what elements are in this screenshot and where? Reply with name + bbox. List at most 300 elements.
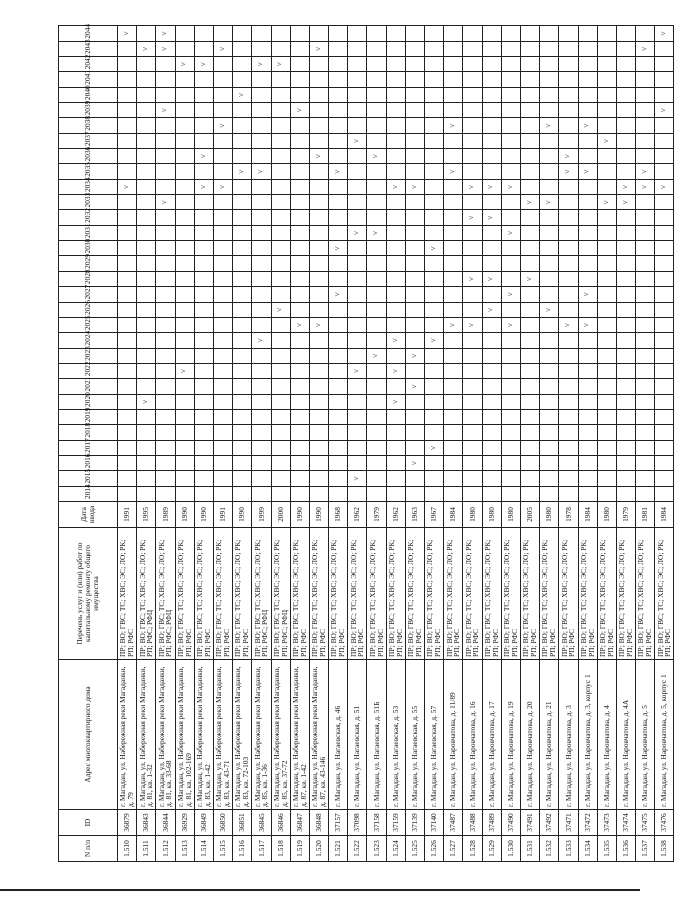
row-services: ПР; ВО; ГВС; ТС; ХВС; ЭС; ЛО; РК; РП; РФС [559,528,578,660]
empty-year-cell [252,133,271,148]
empty-year-cell [271,149,290,164]
empty-year-cell [309,394,328,409]
empty-year-cell [559,379,578,394]
row-year-built: 1990 [290,502,309,528]
row-address: г. Магадан, ул. Наровчатова, д. 3, корпус 1 [578,660,597,810]
check-mark-2027: ˅ [329,287,348,302]
empty-year-cell [175,241,194,256]
empty-year-cell [578,455,597,470]
table-row [405,26,424,862]
empty-year-cell [348,149,367,164]
empty-year-cell [444,133,463,148]
row-year-built: 1989 [156,502,175,528]
header-year-2016: 2016 [59,455,118,470]
empty-year-cell [194,302,213,317]
empty-year-cell [655,317,674,332]
empty-year-cell [520,210,539,225]
empty-year-cell [367,425,386,440]
empty-year-cell [616,256,635,271]
empty-year-cell [482,409,501,424]
empty-year-cell [367,72,386,87]
empty-year-cell [233,471,252,486]
empty-year-cell [597,425,616,440]
check-mark-2042: ˅ [194,57,213,72]
empty-year-cell [118,486,137,501]
row-services: ПР; ВО; ГВС; ТС; ХВС; ЭС; ЛО; РК; РП; РФС [655,528,674,660]
empty-year-cell [137,164,156,179]
empty-year-cell [252,225,271,240]
empty-year-cell [636,409,655,424]
empty-year-cell [137,379,156,394]
empty-year-cell [213,471,232,486]
empty-year-cell [444,302,463,317]
empty-year-cell [425,87,444,102]
check-mark-2035: ˅ [444,164,463,179]
empty-year-cell [290,333,309,348]
row-year-built: 1980 [482,502,501,528]
empty-year-cell [290,195,309,210]
empty-year-cell [597,179,616,194]
empty-year-cell [501,72,520,87]
empty-year-cell [463,302,482,317]
check-mark-2042: ˅ [252,57,271,72]
check-mark-2034: ˅ [501,179,520,194]
empty-year-cell [616,225,635,240]
empty-year-cell [386,133,405,148]
empty-year-cell [348,317,367,332]
empty-year-cell [175,133,194,148]
empty-year-cell [386,149,405,164]
empty-year-cell [425,72,444,87]
empty-year-cell [578,179,597,194]
header-year-2019: 2019 [59,409,118,424]
empty-year-cell [444,348,463,363]
empty-year-cell [540,41,559,56]
empty-year-cell [213,164,232,179]
empty-year-cell [329,455,348,470]
empty-year-cell [405,333,424,348]
empty-year-cell [309,409,328,424]
empty-year-cell [271,210,290,225]
empty-year-cell [655,133,674,148]
row-id: 36843 [137,810,156,836]
empty-year-cell [137,486,156,501]
empty-year-cell [578,41,597,56]
empty-year-cell [386,57,405,72]
empty-year-cell [213,425,232,440]
empty-year-cell [578,363,597,378]
table-row [655,26,674,862]
table-row [386,26,405,862]
empty-year-cell [540,363,559,378]
check-mark-2036: ˅ [559,149,578,164]
empty-year-cell [463,41,482,56]
check-mark-2042: ˅ [271,57,290,72]
empty-year-cell [597,409,616,424]
empty-year-cell [444,409,463,424]
empty-year-cell [636,210,655,225]
empty-year-cell [444,333,463,348]
empty-year-cell [655,118,674,133]
row-id: 36849 [194,810,213,836]
empty-year-cell [329,26,348,41]
empty-year-cell [309,348,328,363]
empty-year-cell [482,149,501,164]
empty-year-cell [233,133,252,148]
empty-year-cell [118,471,137,486]
empty-year-cell [482,195,501,210]
empty-year-cell [578,394,597,409]
row-services: ПР; ВО; ГВС; ТС; ХВС; ЭС; ЛО; РК; РП; РФС [213,528,232,660]
header-year-2039: 2039 [59,103,118,118]
empty-year-cell [233,26,252,41]
check-mark-2026: ˅ [271,302,290,317]
empty-year-cell [616,287,635,302]
row-number: 1.535 [597,836,616,862]
empty-year-cell [309,225,328,240]
empty-year-cell [501,440,520,455]
empty-year-cell [118,57,137,72]
empty-year-cell [444,486,463,501]
empty-year-cell [616,363,635,378]
row-id: 36929 [175,810,194,836]
empty-year-cell [156,425,175,440]
empty-year-cell [444,195,463,210]
empty-year-cell [501,164,520,179]
empty-year-cell [367,87,386,102]
empty-year-cell [405,241,424,256]
empty-year-cell [444,210,463,225]
empty-year-cell [137,72,156,87]
empty-year-cell [309,57,328,72]
empty-year-cell [520,256,539,271]
row-id: 36847 [290,810,309,836]
empty-year-cell [597,486,616,501]
empty-year-cell [655,87,674,102]
row-services: ПР; ВО; ГВС; ТС; ХВС; ЭС; ЛО; РК; РП; РФС [194,528,213,660]
empty-year-cell [309,195,328,210]
empty-year-cell [444,72,463,87]
empty-year-cell [213,210,232,225]
empty-year-cell [540,287,559,302]
empty-year-cell [616,210,635,225]
empty-year-cell [233,57,252,72]
empty-year-cell [616,72,635,87]
row-services: ПР; ВО; ГВС; ТС; ХВС; ЭС; ЛО; РК; РП; РФС [520,528,539,660]
empty-year-cell [636,26,655,41]
row-services: ПР; ВО; ГВС; ТС; ХВС; ЭС; ЛО; РК; РП; РФС [482,528,501,660]
empty-year-cell [444,287,463,302]
check-mark-2016: ˅ [405,455,424,470]
row-number: 1.524 [386,836,405,862]
empty-year-cell [233,241,252,256]
empty-year-cell [329,179,348,194]
empty-year-cell [559,118,578,133]
row-id: 37157 [329,810,348,836]
empty-year-cell [540,455,559,470]
row-address: г. Магадан, ул. Набережная реки Магаданки, д. 85, кв. 37-72 [271,660,290,810]
empty-year-cell [405,317,424,332]
empty-year-cell [118,225,137,240]
empty-year-cell [405,256,424,271]
header-year-2035: 2035 [59,164,118,179]
row-number: 1.518 [271,836,290,862]
header-year-2033: 2033 [59,195,118,210]
check-mark-2024: ˅ [425,333,444,348]
empty-year-cell [252,455,271,470]
empty-year-cell [444,425,463,440]
empty-year-cell [137,348,156,363]
row-year-built: 1967 [425,502,444,528]
empty-year-cell [655,425,674,440]
empty-year-cell [194,348,213,363]
row-number: 1.533 [559,836,578,862]
empty-year-cell [501,333,520,348]
empty-year-cell [405,210,424,225]
empty-year-cell [386,103,405,118]
row-year-built: 1991 [118,502,137,528]
empty-year-cell [444,440,463,455]
empty-year-cell [636,440,655,455]
check-mark-2025: ˅ [309,317,328,332]
empty-year-cell [137,149,156,164]
empty-year-cell [367,394,386,409]
empty-year-cell [213,87,232,102]
empty-year-cell [252,87,271,102]
empty-year-cell [425,379,444,394]
empty-year-cell [597,210,616,225]
empty-year-cell [636,317,655,332]
empty-year-cell [194,72,213,87]
empty-year-cell [482,57,501,72]
empty-year-cell [329,425,348,440]
empty-year-cell [233,41,252,56]
empty-year-cell [559,225,578,240]
empty-year-cell [194,455,213,470]
empty-year-cell [540,179,559,194]
empty-year-cell [329,87,348,102]
empty-year-cell [636,241,655,256]
empty-year-cell [367,486,386,501]
empty-year-cell [213,455,232,470]
empty-year-cell [482,425,501,440]
empty-year-cell [405,425,424,440]
table-header-row [59,26,118,862]
empty-year-cell [175,486,194,501]
empty-year-cell [271,363,290,378]
empty-year-cell [290,471,309,486]
empty-year-cell [367,179,386,194]
empty-year-cell [559,179,578,194]
empty-year-cell [482,103,501,118]
empty-year-cell [252,118,271,133]
empty-year-cell [616,317,635,332]
row-year-built: 1981 [636,502,655,528]
row-number: 1.519 [290,836,309,862]
empty-year-cell [137,57,156,72]
empty-year-cell [156,486,175,501]
empty-year-cell [118,41,137,56]
check-mark-2026: ˅ [482,302,501,317]
empty-year-cell [520,26,539,41]
empty-year-cell [252,41,271,56]
empty-year-cell [175,440,194,455]
row-id: 36845 [252,810,271,836]
empty-year-cell [636,425,655,440]
row-number: 1.511 [137,836,156,862]
empty-year-cell [578,57,597,72]
empty-year-cell [520,149,539,164]
empty-year-cell [386,225,405,240]
row-services: ПР; ВО; ГВС; ТС; ХВС; ЭС; ЛО; РК; РП; РФС [616,528,635,660]
header-year-2041: 2041 [59,72,118,87]
empty-year-cell [463,26,482,41]
empty-year-cell [597,118,616,133]
empty-year-cell [559,394,578,409]
row-number: 1.520 [309,836,328,862]
row-id: 37474 [616,810,635,836]
empty-year-cell [194,271,213,286]
empty-year-cell [501,149,520,164]
empty-year-cell [309,287,328,302]
empty-year-cell [329,440,348,455]
empty-year-cell [252,394,271,409]
table-row [425,26,444,862]
row-address: г. Магадан, ул. Наровчатова, д. 21 [540,660,559,810]
empty-year-cell [213,409,232,424]
row-id: 37490 [501,810,520,836]
empty-year-cell [616,455,635,470]
empty-year-cell [616,302,635,317]
header-year-2038: 2038 [59,118,118,133]
check-mark-2034: ˅ [405,179,424,194]
table-row [348,26,367,862]
empty-year-cell [655,302,674,317]
empty-year-cell [156,256,175,271]
row-address: г. Магадан, ул. Наровчатова, д. 11/89 [444,660,463,810]
empty-year-cell [636,256,655,271]
empty-year-cell [636,195,655,210]
empty-year-cell [348,195,367,210]
empty-year-cell [233,103,252,118]
empty-year-cell [290,87,309,102]
header-year-2034: 2034 [59,179,118,194]
empty-year-cell [616,379,635,394]
row-year-built: 1984 [578,502,597,528]
empty-year-cell [616,103,635,118]
empty-year-cell [118,256,137,271]
empty-year-cell [194,486,213,501]
empty-year-cell [616,164,635,179]
empty-year-cell [252,440,271,455]
empty-year-cell [425,103,444,118]
header-year-2027: 2027 [59,287,118,302]
empty-year-cell [252,379,271,394]
empty-year-cell [271,409,290,424]
check-mark-2025: ˅ [444,317,463,332]
empty-year-cell [137,179,156,194]
empty-year-cell [367,409,386,424]
empty-year-cell [271,164,290,179]
empty-year-cell [348,179,367,194]
empty-year-cell [175,179,194,194]
row-services: ПР; ВО; ГВС; ТС; ХВС; ЭС; ЛО; РК; РП; РФС [329,528,348,660]
check-mark-2025: ˅ [463,317,482,332]
check-mark-2035: ˅ [329,164,348,179]
empty-year-cell [597,363,616,378]
empty-year-cell [559,455,578,470]
empty-year-cell [271,179,290,194]
empty-year-cell [463,333,482,348]
empty-year-cell [559,133,578,148]
empty-year-cell [329,195,348,210]
empty-year-cell [348,348,367,363]
empty-year-cell [309,133,328,148]
row-id: 37158 [367,810,386,836]
empty-year-cell [386,455,405,470]
empty-year-cell [463,133,482,148]
empty-year-cell [233,425,252,440]
empty-year-cell [463,118,482,133]
empty-year-cell [367,440,386,455]
empty-year-cell [118,271,137,286]
empty-year-cell [290,394,309,409]
empty-year-cell [309,72,328,87]
empty-year-cell [252,317,271,332]
row-year-built: 1999 [252,502,271,528]
empty-year-cell [559,409,578,424]
empty-year-cell [348,394,367,409]
table-row [444,26,463,862]
empty-year-cell [309,87,328,102]
empty-year-cell [213,103,232,118]
check-mark-2038: ˅ [213,118,232,133]
empty-year-cell [655,195,674,210]
empty-year-cell [118,317,137,332]
empty-year-cell [309,486,328,501]
empty-year-cell [271,241,290,256]
row-number: 1.522 [348,836,367,862]
row-year-built: 1963 [405,502,424,528]
empty-year-cell [463,394,482,409]
empty-year-cell [578,271,597,286]
empty-year-cell [463,103,482,118]
empty-year-cell [118,302,137,317]
row-number: 1.516 [233,836,252,862]
header-year-2044: 2044 [59,26,118,41]
empty-year-cell [329,317,348,332]
empty-year-cell [386,87,405,102]
empty-year-cell [290,409,309,424]
empty-year-cell [616,118,635,133]
empty-year-cell [540,440,559,455]
empty-year-cell [520,317,539,332]
empty-year-cell [213,348,232,363]
empty-year-cell [290,179,309,194]
empty-year-cell [520,425,539,440]
empty-year-cell [520,287,539,302]
empty-year-cell [405,409,424,424]
empty-year-cell [559,440,578,455]
empty-year-cell [559,256,578,271]
empty-year-cell [597,225,616,240]
row-id: 37491 [520,810,539,836]
empty-year-cell [405,26,424,41]
empty-year-cell [329,72,348,87]
empty-year-cell [597,317,616,332]
empty-year-cell [597,302,616,317]
empty-year-cell [616,41,635,56]
